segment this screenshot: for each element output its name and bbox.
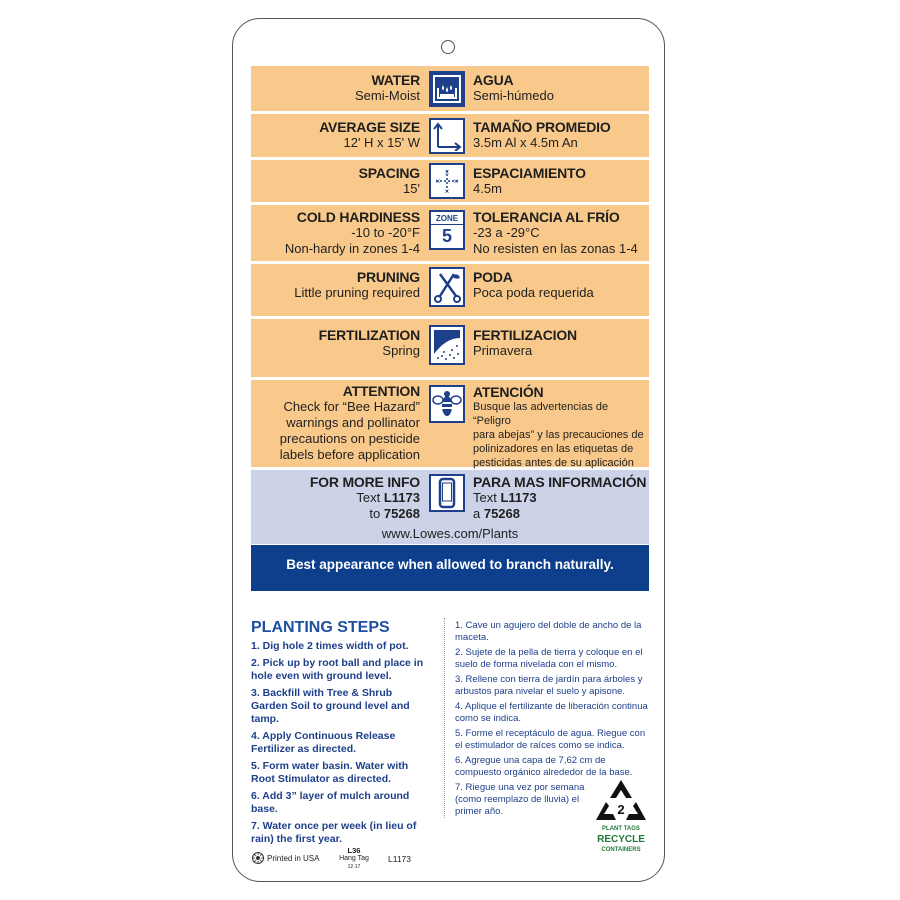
info-code-en: L1173 <box>383 490 420 505</box>
attention-title-es: ATENCIÓN <box>473 384 544 400</box>
pruning-text-es: Poca poda requerida <box>473 285 594 300</box>
step-en: 1. Dig hole 2 times width of pot. <box>251 640 409 652</box>
growth-banner: Best appearance when allowed to branch naturally. <box>251 545 649 591</box>
step-en: 7. Water once per week (in lieu of rain) the first year. <box>251 820 417 845</box>
cold-title-en: COLD HARDINESS <box>296 209 420 225</box>
row-cold-hardiness <box>251 205 649 261</box>
info-title-es: PARA MAS INFORMACIÓN <box>473 474 647 490</box>
attention-es-line: pesticidas antes de su aplicación <box>473 457 634 469</box>
zone-badge <box>429 210 465 250</box>
step-en: 2. Pick up by root ball and place in hole even with ground level. <box>251 657 424 682</box>
water-text-en: Semi-Moist <box>354 88 420 103</box>
attention-en-line: warnings and pollinator <box>286 415 420 430</box>
spacing-text-en: 15' <box>403 181 420 196</box>
attention-es-line: polinizadores en las etiquetas de <box>473 443 634 455</box>
info-text-prefix-es: Text <box>473 490 501 505</box>
bee-icon <box>429 385 465 423</box>
recycle-icon <box>592 776 650 826</box>
info-title-en: FOR MORE INFO <box>309 474 420 490</box>
info-to-es: a <box>473 506 484 521</box>
step-es: 3. Rellene con tierra de jardín para árboles y arbustos para nivelar el suelo y apisone. <box>455 674 643 697</box>
attention-title-en: ATTENTION <box>342 383 420 399</box>
water-text-es: Semi-húmedo <box>473 88 554 103</box>
water-icon <box>429 71 465 107</box>
recycle-badge <box>592 776 650 866</box>
pruning-title-en: PRUNING <box>356 269 420 285</box>
size-title-en: AVERAGE SIZE <box>319 119 420 135</box>
planting-steps-en <box>251 640 431 850</box>
row-spacing <box>251 160 649 202</box>
step-en: 3. Backfill with Tree & Shrub Garden Soil to ground level and tamp. <box>251 687 410 725</box>
info-url[interactable]: www.Lowes.com/Plants <box>381 526 519 541</box>
row-fertilization <box>251 319 649 377</box>
row-more-info <box>251 470 649 544</box>
phone-icon <box>429 474 465 512</box>
tag-code-top: L36 <box>347 846 361 855</box>
attention-en-line: precautions on pesticide <box>279 431 420 446</box>
step-en: 5. Form water basin. Water with Root Stimulator as directed. <box>251 760 409 785</box>
cold-text-en-1: -10 to -20°F <box>351 225 420 240</box>
info-to-en: to <box>369 506 384 521</box>
recycle-bottom: CONTAINERS <box>601 847 641 853</box>
info-code-es: L1173 <box>500 490 537 505</box>
attention-en-line: Check for “Bee Hazard” <box>283 399 420 414</box>
fertilizer-icon <box>429 325 465 365</box>
cold-text-es-2: No resisten en las zonas 1-4 <box>473 241 638 256</box>
step-es: 1. Cave un agujero del doble de ancho de la maceta. <box>455 620 642 643</box>
spacing-icon <box>429 163 465 199</box>
step-es: 4. Aplique el fertilizante de liberación continua como se indica. <box>455 701 648 724</box>
steps-divider <box>444 618 445 818</box>
spacing-title-en: SPACING <box>358 165 420 181</box>
cold-text-en-2: Non-hardy in zones 1-4 <box>284 241 420 256</box>
spacing-title-es: ESPACIAMIENTO <box>473 165 586 181</box>
fert-text-en: Spring <box>382 343 420 358</box>
tag-code-mid: Hang Tag <box>339 855 369 862</box>
step-es: 7. Riegue una vez por semana (como reemplazo de lluvia) el primer año. <box>455 782 585 817</box>
size-title-es: TAMAÑO PROMEDIO <box>473 119 611 135</box>
flower-logo-icon <box>252 852 264 864</box>
step-en: 4. Apply Continuous Release Fertilizer as directed. <box>251 730 396 755</box>
zone-number: 5 <box>441 226 452 246</box>
size-text-en: 12' H x 15' W <box>343 135 420 150</box>
attention-es-line: Busque las advertencias de “Peligro <box>473 401 609 427</box>
planting-steps-title: PLANTING STEPS <box>251 619 390 636</box>
tag-code-bot: 12-17 <box>347 864 361 870</box>
tag-code <box>338 847 370 871</box>
row-water <box>251 66 649 111</box>
water-title-en: WATER <box>371 72 420 88</box>
row-attention <box>251 380 649 467</box>
recycle-word: RECYCLE <box>597 834 645 845</box>
pruning-text-en: Little pruning required <box>294 285 420 300</box>
svg-text:×: × <box>453 177 459 186</box>
info-text-prefix-en: Text <box>356 490 384 505</box>
step-en: 6. Add 3” layer of mulch around base. <box>251 790 410 815</box>
size-text-es: 3.5m Al x 4.5m An <box>473 135 578 150</box>
svg-text:×: × <box>444 168 450 177</box>
attention-es-line: para abejas” y las precauciones de <box>473 429 644 441</box>
print-logo <box>252 852 264 866</box>
info-number-es: 75268 <box>483 506 520 521</box>
row-pruning <box>251 264 649 316</box>
svg-text:×: × <box>435 177 441 186</box>
row-average-size <box>251 114 649 157</box>
cold-text-es-1: -23 a -29°C <box>473 225 540 240</box>
svg-text:×: × <box>444 187 450 196</box>
cold-title-es: TOLERANCIA AL FRÍO <box>473 209 620 225</box>
pruning-title-es: PODA <box>473 269 513 285</box>
recycle-number: 2 <box>617 802 625 817</box>
fert-text-es: Primavera <box>473 343 533 358</box>
printed-in-usa: Printed in USA <box>267 854 320 863</box>
fert-title-es: FERTILIZACION <box>473 327 577 343</box>
recycle-top: PLANT TAGS <box>602 826 640 832</box>
sku-code: L1173 <box>388 854 412 864</box>
step-es: 2. Sujete de la pella de tierra y coloque en el suelo de forma nivelada con el mismo. <box>455 647 643 670</box>
size-arrows-icon <box>429 118 465 154</box>
fert-title-en: FERTILIZATION <box>318 327 420 343</box>
hang-hole <box>441 40 455 54</box>
zone-label: ZONE <box>431 213 463 225</box>
step-es: 6. Agregue una capa de 7,62 cm de compuesto orgánico alrededor de la base. <box>455 755 633 778</box>
spacing-text-es: 4.5m <box>473 181 502 196</box>
pruning-shears-icon <box>429 267 465 307</box>
info-number-en: 75268 <box>383 506 420 521</box>
water-title-es: AGUA <box>473 72 514 88</box>
attention-en-line: labels before application <box>279 447 420 462</box>
step-es: 5. Forme el receptáculo de agua. Riegue con el estimulador de raíces como se indica. <box>455 728 646 751</box>
